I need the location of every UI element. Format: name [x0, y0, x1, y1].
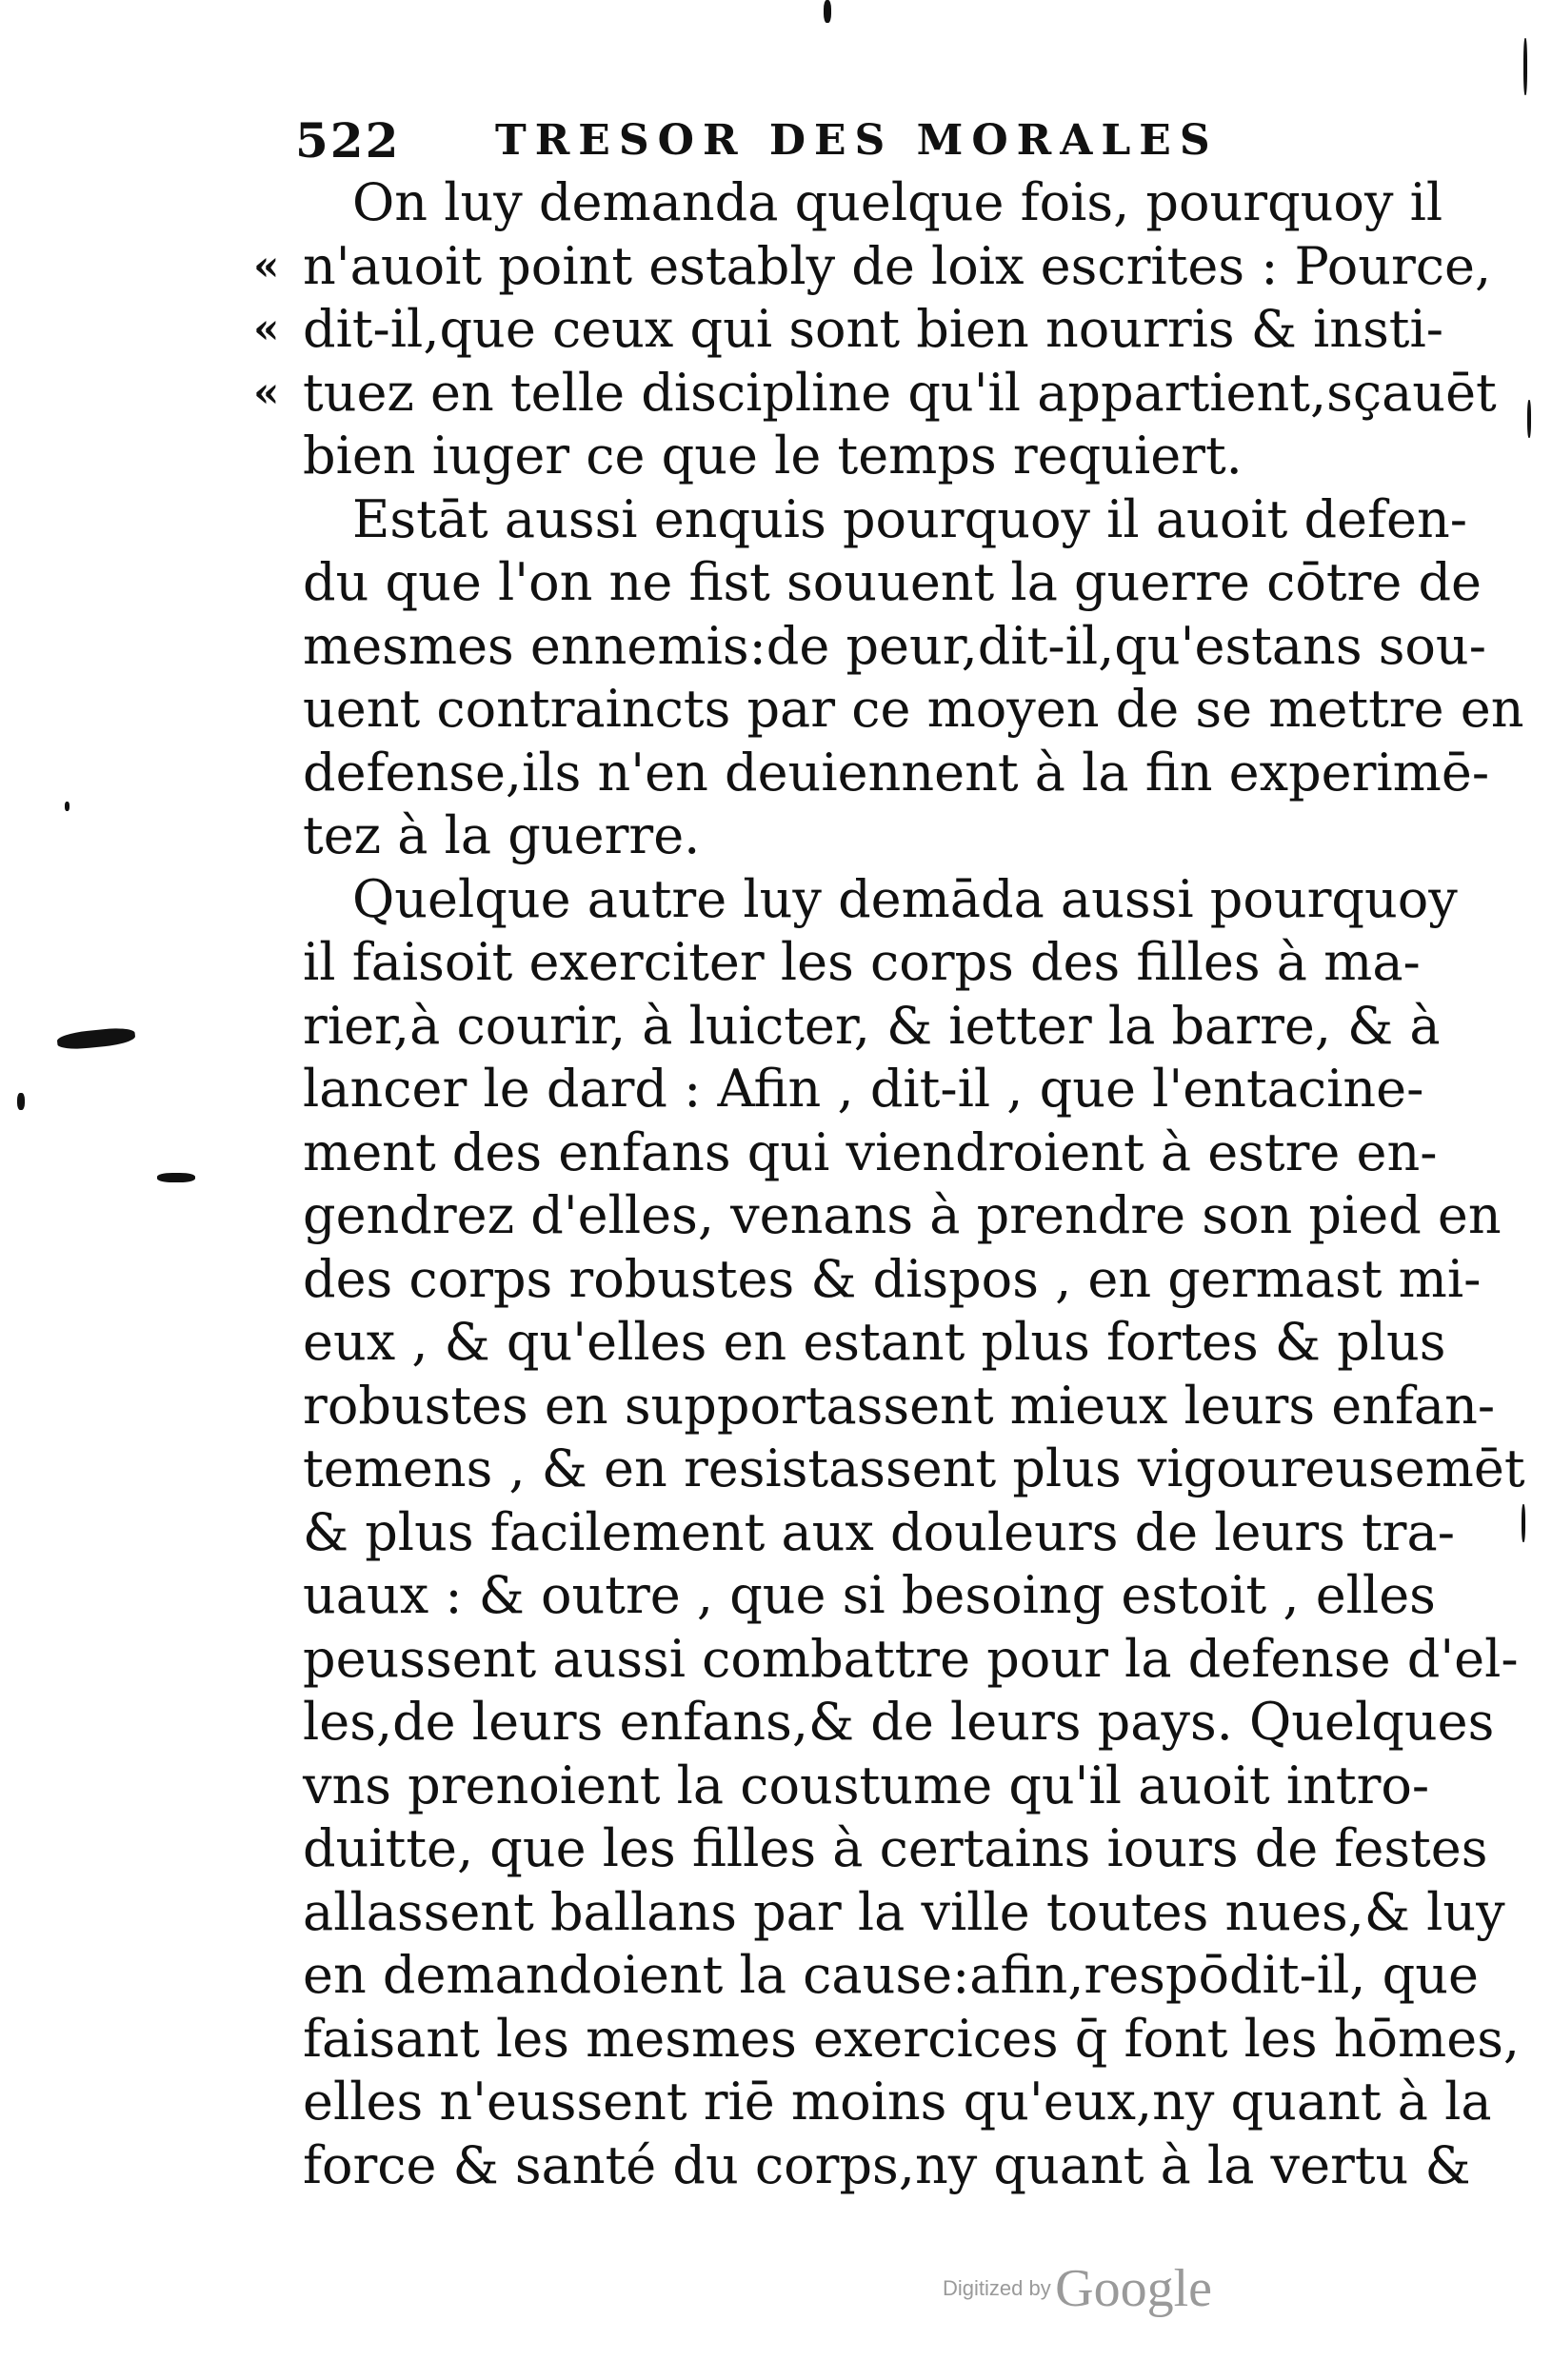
- ink-smudge: [1527, 400, 1531, 438]
- quotation-marker: «: [253, 241, 280, 290]
- text-line-content: tuez en telle discipline qu'il appartient,sçauēt: [303, 362, 1497, 423]
- text-line: rier,à courir, à luicter, & ietter la barre, & à: [303, 995, 1441, 1056]
- text-line: gendrez d'elles, venans à prendre son pied en: [303, 1185, 1502, 1245]
- text-line: force & santé du corps,ny quant à la vertu &: [303, 2134, 1471, 2195]
- text-line: elles n'eussent riē moins qu'eux,ny quant à la: [303, 2072, 1492, 2132]
- text-line: uaux : & outre , que si besoing estoit , elles: [303, 1565, 1436, 1625]
- text-line: bien iuger ce que le temps requiert.: [303, 426, 1243, 486]
- text-line-content: n'auoit point estably de loix escrites : Pource,: [303, 235, 1492, 296]
- text-line: & plus facilement aux douleurs de leurs tra-: [303, 1501, 1455, 1562]
- ink-smudge: [65, 802, 70, 811]
- page-number: 522: [295, 112, 401, 169]
- text-line: robustes en supportassent mieux leurs enfan-: [303, 1375, 1496, 1436]
- text-line: eux , & qu'elles en estant plus fortes & plus: [303, 1312, 1446, 1372]
- text-line: duitte, que les filles à certains iours de festes: [303, 1818, 1488, 1878]
- text-line: Estāt aussi enquis pourquoy il auoit defen-: [352, 488, 1467, 549]
- ink-smudge: [1522, 1504, 1525, 1542]
- quotation-marker: «: [253, 305, 280, 353]
- text-line: uent contraincts par ce moyen de se mettre en: [303, 679, 1524, 739]
- text-line: allassent ballans par la ville toutes nues,& luy: [303, 1881, 1505, 1942]
- text-line: temens , & en resistassent plus vigoureusemēt: [303, 1438, 1525, 1498]
- ink-smudge: [824, 0, 831, 23]
- text-line: du que l'on ne fist souuent la guerre cōtre de: [303, 552, 1482, 612]
- text-line: en demandoient la cause:afin,respōdit-il, que: [303, 1945, 1479, 2005]
- text-line: lancer le dard : Afin , dit-il , que l'entacine-: [303, 1059, 1424, 1119]
- ink-smudge: [157, 1173, 195, 1182]
- text-line: ment des enfans qui viendroient à estre en-: [303, 1121, 1438, 1182]
- text-line: [253, 298, 1443, 362]
- digitized-by-google-watermark: [943, 2258, 1212, 2325]
- text-line-content: dit-il,que ceux qui sont bien nourris & insti-: [303, 299, 1443, 359]
- digitized-by-label: Digitized by: [943, 2276, 1051, 2300]
- body-text: [253, 171, 1525, 2197]
- text-line: tez à la guerre.: [303, 805, 701, 865]
- ink-smudge: [56, 1026, 135, 1051]
- text-line: defense,ils n'en deuiennent à la fin experimē-: [303, 742, 1490, 803]
- text-line: On luy demanda quelque fois, pourquoy il: [352, 172, 1443, 232]
- ink-smudge: [17, 1093, 25, 1110]
- running-title: TRESOR DES MORALES: [495, 116, 1219, 165]
- text-line: il faisoit exerciter les corps des filles à ma-: [303, 932, 1421, 992]
- text-line: faisant les mesmes exercices q̄ font les hōmes,: [303, 2008, 1521, 2069]
- text-line: Quelque autre luy demāda aussi pourquoy: [352, 868, 1458, 929]
- ink-smudge: [1523, 38, 1527, 95]
- page-header: [295, 107, 1247, 169]
- text-line: [253, 235, 1492, 299]
- google-logo: Google: [1055, 2259, 1213, 2318]
- text-line: peussent aussi combattre pour la defense d'el-: [303, 1628, 1519, 1689]
- text-line: des corps robustes & dispos , en germast mi-: [303, 1248, 1482, 1309]
- text-line: mesmes ennemis:de peur,dit-il,qu'estans sou-: [303, 615, 1486, 676]
- text-line: [253, 362, 1497, 426]
- text-line: les,de leurs enfans,& de leurs pays. Quelques: [303, 1692, 1495, 1752]
- text-line: vns prenoient la coustume qu'il auoit intro-: [303, 1755, 1430, 1815]
- quotation-marker: «: [253, 367, 280, 417]
